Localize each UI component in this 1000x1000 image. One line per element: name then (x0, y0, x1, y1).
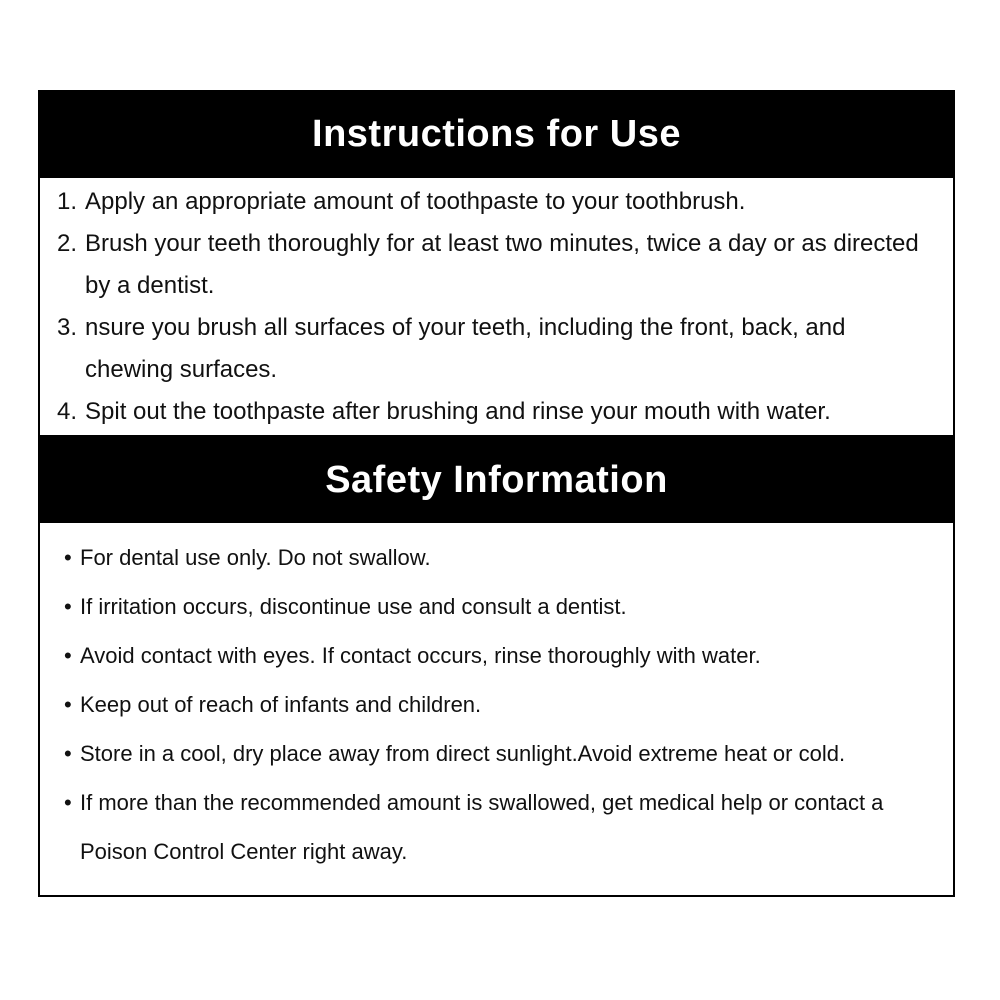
safety-item: • Keep out of reach of infants and children. (40, 680, 933, 729)
safety-list (40, 533, 933, 876)
safety-item: • If irritation occurs, discontinue use and consult a dentist. (40, 582, 933, 631)
instructions-title: Instructions for Use (312, 112, 681, 155)
instruction-item: nsure you brush all surfaces of your teeth, including the front, back, and chewing surfaces. (85, 314, 846, 383)
safety-item: • If more than the recommended amount is swallowed, get medical help or contact a Poison Control Center right away. (40, 778, 933, 876)
instructions-list (57, 181, 929, 433)
instruction-item: Apply an appropriate amount of toothpaste to your toothbrush. (85, 188, 746, 215)
safety-item: • For dental use only. Do not swallow. (40, 533, 933, 582)
instruction-item: Spit out the toothpaste after brushing and rinse your mouth with water. (85, 398, 831, 425)
product-label (38, 90, 955, 897)
safety-header (38, 437, 955, 523)
safety-item: • Avoid contact with eyes. If contact occurs, rinse thoroughly with water. (40, 631, 933, 680)
safety-item: • Store in a cool, dry place away from direct sunlight.Avoid extreme heat or cold. (40, 729, 933, 778)
instruction-item: Brush your teeth thoroughly for at least two minutes, twice a day or as directed by a dentist. (85, 230, 919, 299)
safety-body (38, 523, 955, 897)
safety-title: Safety Information (325, 458, 668, 501)
instructions-body (38, 178, 955, 437)
instructions-header (38, 90, 955, 178)
